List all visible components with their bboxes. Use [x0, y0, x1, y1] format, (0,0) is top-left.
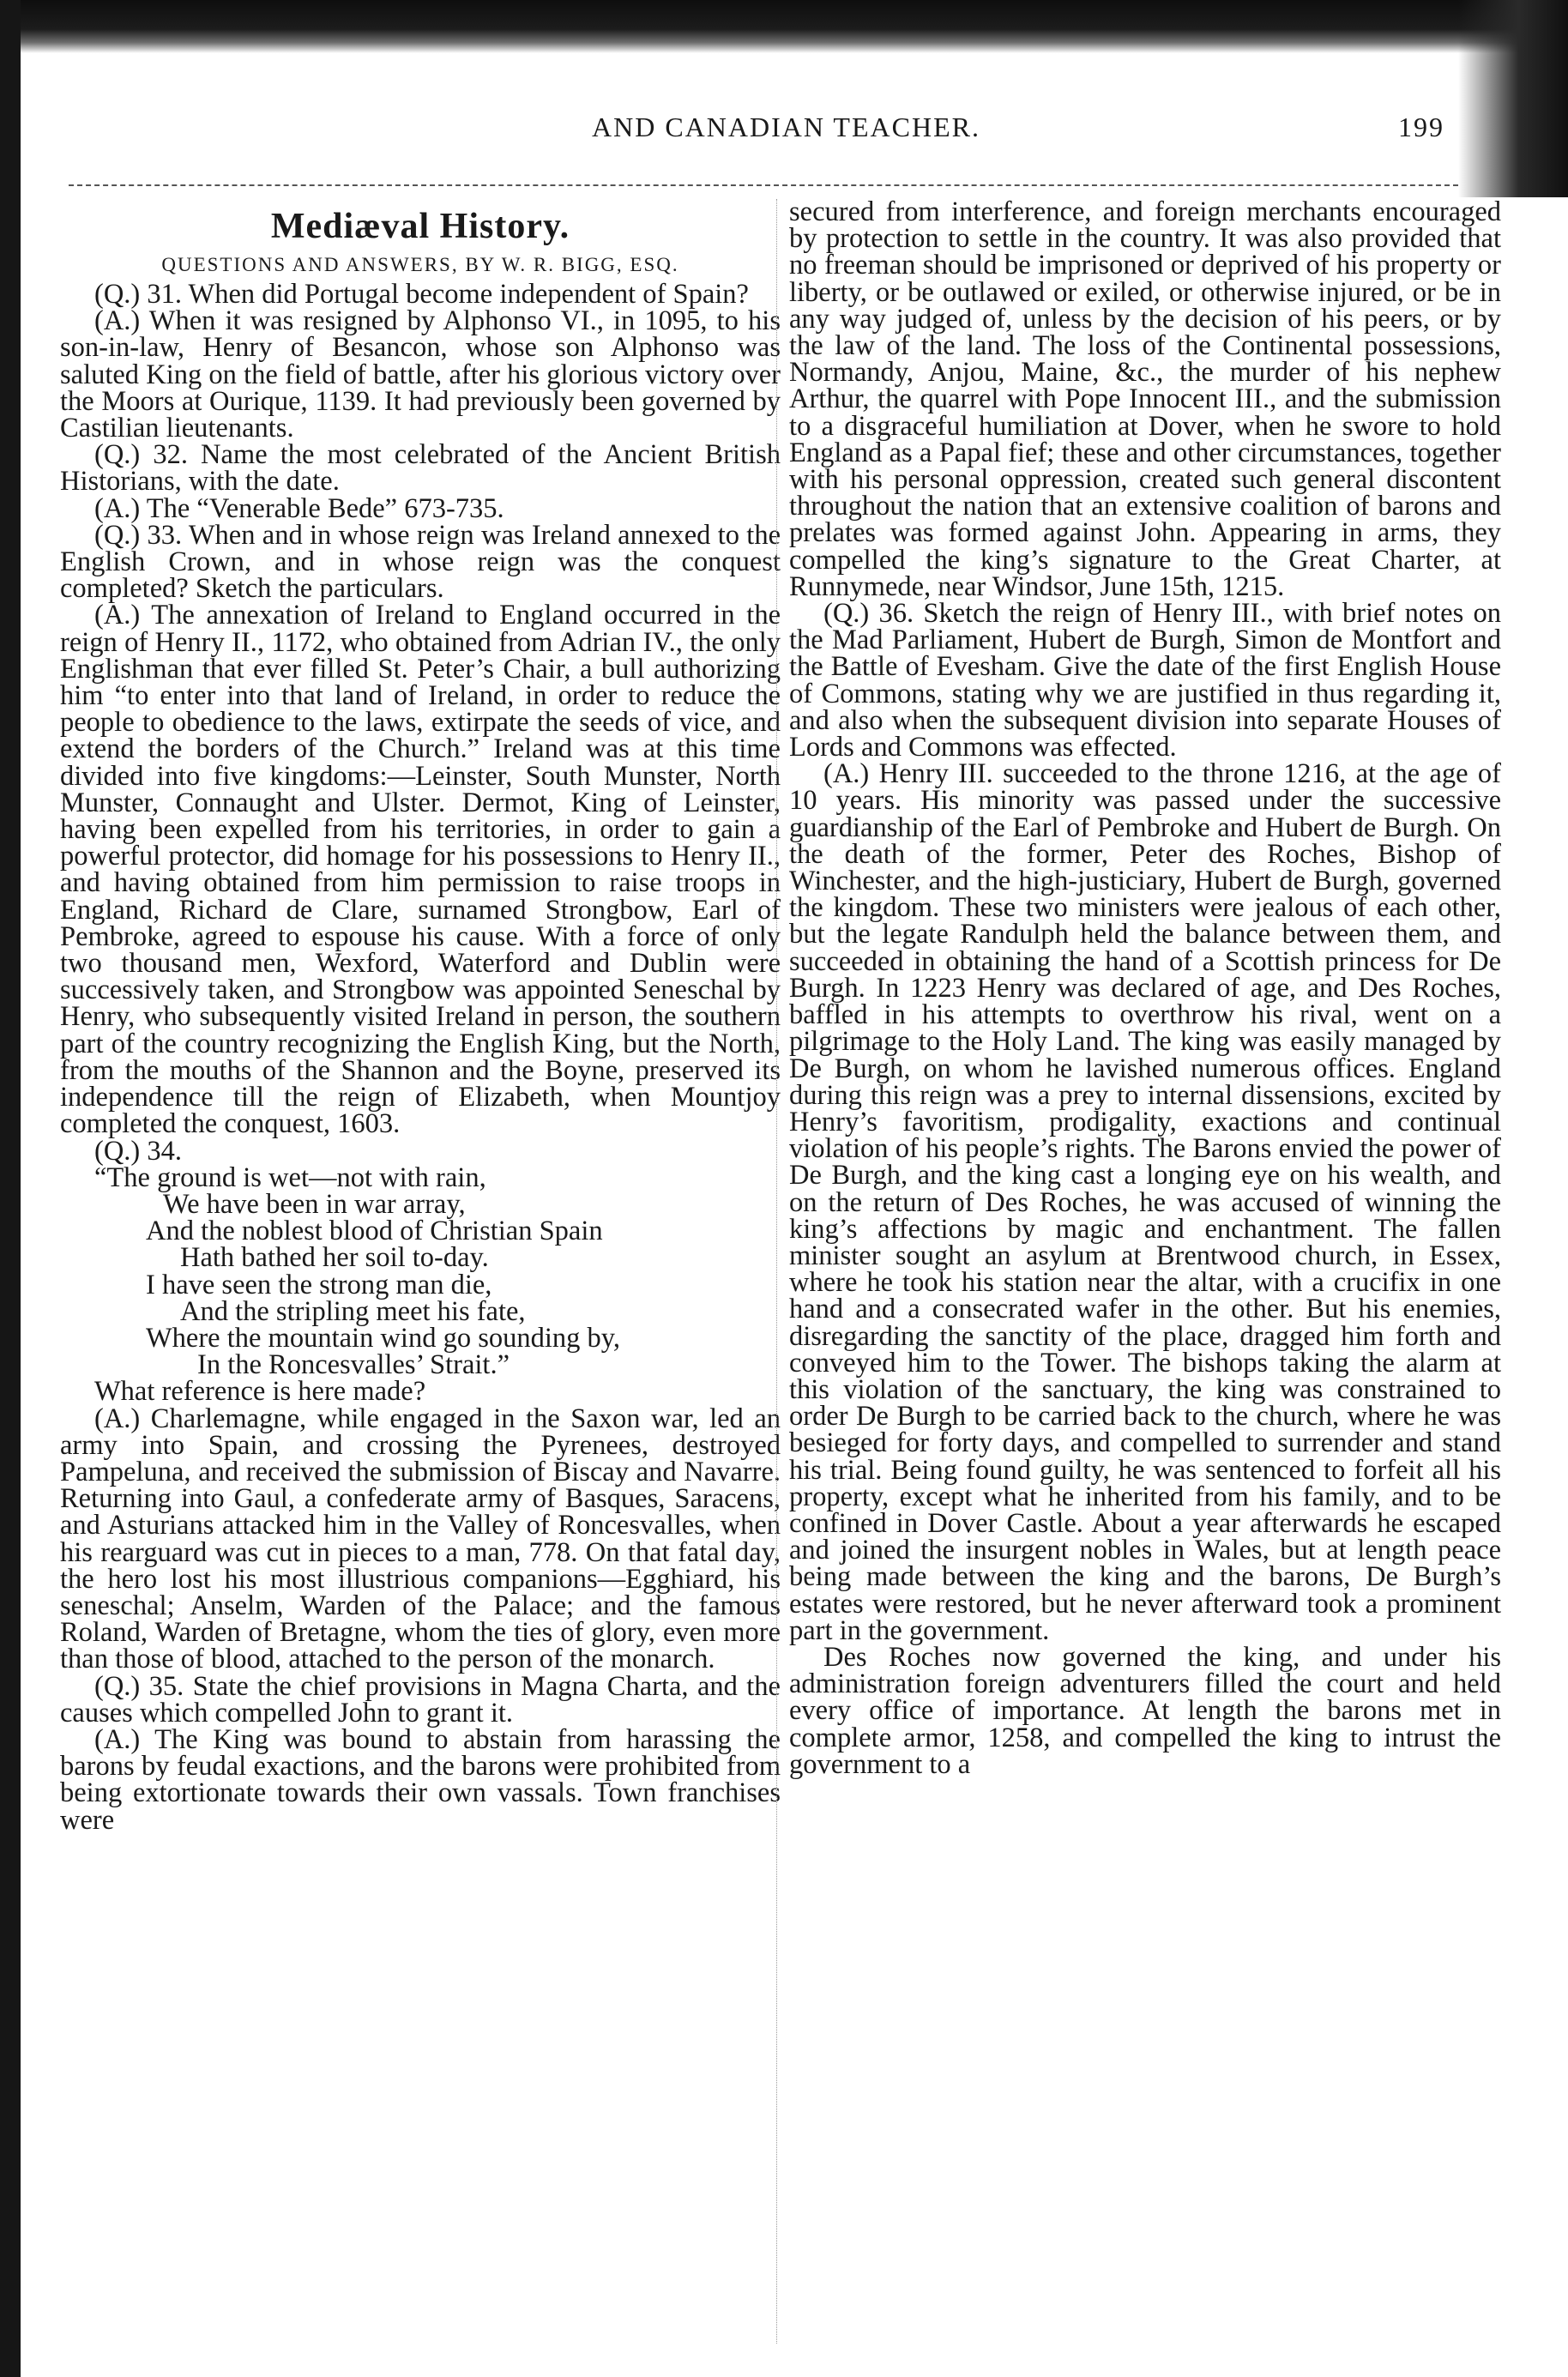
- verse-line: We have been in war array,: [163, 1188, 466, 1220]
- left-column: [60, 199, 781, 2352]
- verse-quote: [60, 1161, 781, 1381]
- verse-line: Where the mountain wind go sounding by,: [146, 1322, 621, 1354]
- article-title: Mediæval History.: [270, 207, 570, 246]
- answer-36-cont: Des Roches now governed the king, and under his administration foreign adventurers filled the court and held every office of importance. At length the barons met in complete armor, 1258, and compelled the king to intrust the government to a: [789, 1641, 1501, 1780]
- question-34: (Q.) 34.: [94, 1135, 182, 1167]
- article-byline: QUESTIONS AND ANSWERS, BY W. R. BIGG, ESQ.: [161, 254, 679, 275]
- answer-35-start: (A.) The King was bound to abstain from harassing the barons by feudal exactions, and the barons were prohibited from being extortionate towards their own vassals. Town franchises were: [60, 1723, 781, 1836]
- header-rule: [69, 184, 1458, 186]
- question-32: (Q.) 32. Name the most celebrated of the Ancient British Historians, with the date.: [60, 439, 781, 498]
- answer-31: (A.) When it was resigned by Alphonso VI., in 1095, to his son-in-law, Henry of Besancon, whose son Alphonso was saluted King on the field of battle, after his glorious victory over the Moors at Ourique, 1139. It had previously been governed by Castilian lieutenants.: [60, 305, 781, 444]
- answer-32: (A.) The “Venerable Bede” 673-735.: [94, 492, 504, 524]
- question-31: (Q.) 31. When did Portugal become independent of Spain?: [94, 279, 749, 310]
- verse-line: “The ground is wet—not with rain,: [94, 1161, 486, 1193]
- scan-corner-shadow: [1458, 0, 1568, 197]
- answer-34: (A.) Charlemagne, while engaged in the Saxon war, led an army into Spain, and crossing the Pyrenees, destroyed Pampeluna, and received the submission of Biscay and Navarre. Returning into Gaul, a confederate army of Basques, Saracens, and Asturians attacked him in the Valley of Roncesvalles, when his rearguard was cut in pieces to a man, 778. On that fatal day, the hero lost his most illustrious companions—Egghiard, his seneschal; Anselm, Warden of the Palace; and the famous Roland, Warden of Bretagne, whom the ties of glory, even more than those of blood, attached to the person of the monarch.: [60, 1403, 781, 1675]
- column-divider: [776, 199, 777, 2344]
- scan-left-edge: [0, 0, 21, 2377]
- page-header: [69, 112, 1458, 163]
- scan-top-border: [0, 0, 1568, 53]
- right-column: [789, 199, 1501, 2352]
- question-36: (Q.) 36. Sketch the reign of Henry III., with brief notes on the Mad Parliament, Hubert de Burgh, Simon de Montfort and the Battle of Evesham. Give the date of the first English House of Commons, stating why we are justified in thus regarding it, and also when the subsequent division into separate Houses of Lords and Commons was effected.: [789, 598, 1501, 763]
- question-34-prompt: What reference is here made?: [94, 1376, 426, 1408]
- question-35: (Q.) 35. State the chief provisions in Magna Charta, and the causes which compelled John to grant it.: [60, 1670, 781, 1728]
- page-number: 199: [1398, 112, 1444, 142]
- answer-33: (A.) The annexation of Ireland to England occurred in the reign of Henry II., 1172, who obtained from Adrian IV., the only Englishman that ever filled St. Peter’s Chair, a bull authorizing him “to enter into that land of Ireland, in order to reduce the people to obedience to the laws, extirpate the seeds of vice, and extend the borders of the Church.” Ireland was at this time divided into five kingdoms:—Leinster, South Munster, North Munster, Connaught and Ulster. Dermot, King of Leinster, having been expelled from his territories, in order to gain a powerful protector, did homage for his possessions to Henry II., and having obtained from him permission to raise troops in England, Richard de Clare, surnamed Strongbow, Earl of Pembroke, agreed to espouse his cause. With a force of only two thousand men, Wexford, Waterford and Dublin were successively taken, and Strongbow was appointed Seneschal by Henry, who subsequently visited Ireland in person, the southern part of the country recognizing the English King, but the North, from the mouths of the Shannon and the Boyne, preserved its independence till the reign of Elizabeth, when Mountjoy completed the conquest, 1603.: [60, 600, 781, 1140]
- answer-36: (A.) Henry III. succeeded to the throne 1216, at the age of 10 years. His minority was passed under the successive guardianship of the Earl of Pembroke and Hubert de Burgh. On the death of the former, Peter des Roches, Bishop of Winchester, and the high-justiciary, Hubert de Burgh, governed the kingdom. These two ministers were jealous of each other, but the legate Randulph held the balance between them, and succeeded in obtaining the hand of a Scottish princess for De Burgh. In 1223 Henry was declared of age, and Des Roches, baffled in his attempts to overthrow his rival, went on a pilgrimage to the Holy Land. The king was easily managed by De Burgh, on whom he lavished numerous offices. England during this reign was a prey to internal dissensions, excited by Henry’s favoritism, prodigality, exactions and continual violation of his people’s rights. The Barons envied the power of De Burgh, and the king cast a longing eye on his wealth, and on the return of Des Roches, he was accused of winning the king’s affections by magic and enchantment. The fallen minister sought an asylum at Brentwood church, in Essex, where he took his station near the altar, with a crucifix in one hand and a consecrated wafer in the other. But his enemies, disregarding the sanctity of the place, dragged him forth and conveyed him to the Tower. The bishops taking the alarm at this violation of the sanctuary, the king was constrained to order De Burgh to be carried back to the church, where he was besieged for forty days, and compelled to surrender and stand his trial. Being found guilty, he was sentenced to forfeit all his property, except what he inherited from his family, and to be confined in Dover Castle. About a year afterwards he escaped and joined the insurgent nobles in Wales, but at length peace being made between the king and the barons, De Burgh’s estates were restored, but he never afterward took a prominent part in the government.: [789, 758, 1501, 1646]
- verse-line: In the Roncesvalles’ Strait.”: [197, 1349, 510, 1381]
- verse-line: And the stripling meet his fate,: [180, 1295, 526, 1327]
- answer-35-cont: secured from interference, and foreign merchants encouraged by protection to settle in the country. It was also provided that no freeman should be imprisoned or deprived of his property or liberty, or be outlawed or exiled, or otherwise injured, or be in any way judged of, unless by the decision of his peers, or by the law of the land. The loss of the Continental possessions, Normandy, Anjou, Maine, &c., the murder of his nephew Arthur, the quarrel with Pope Innocent III., and the submission to a disgraceful humiliation at Dover, when he swore to hold England as a Papal fief; these and other circumstances, together with his personal oppression, created such general discontent throughout the nation that an extensive coalition of barons and prelates was formed against John. Appearing in arms, they compelled the king’s signature to the Great Charter, at Runnymede, near Windsor, June 15th, 1215.: [789, 199, 1501, 602]
- verse-line: I have seen the strong man die,: [146, 1269, 492, 1300]
- verse-line: And the noblest blood of Christian Spain: [146, 1216, 603, 1247]
- running-head: AND CANADIAN TEACHER.: [592, 112, 980, 142]
- question-33: (Q.) 33. When and in whose reign was Ireland annexed to the English Crown, and in whose reign was the conquest completed? Sketch the particulars.: [60, 519, 781, 605]
- verse-line: Hath bathed her soil to-day.: [180, 1242, 489, 1274]
